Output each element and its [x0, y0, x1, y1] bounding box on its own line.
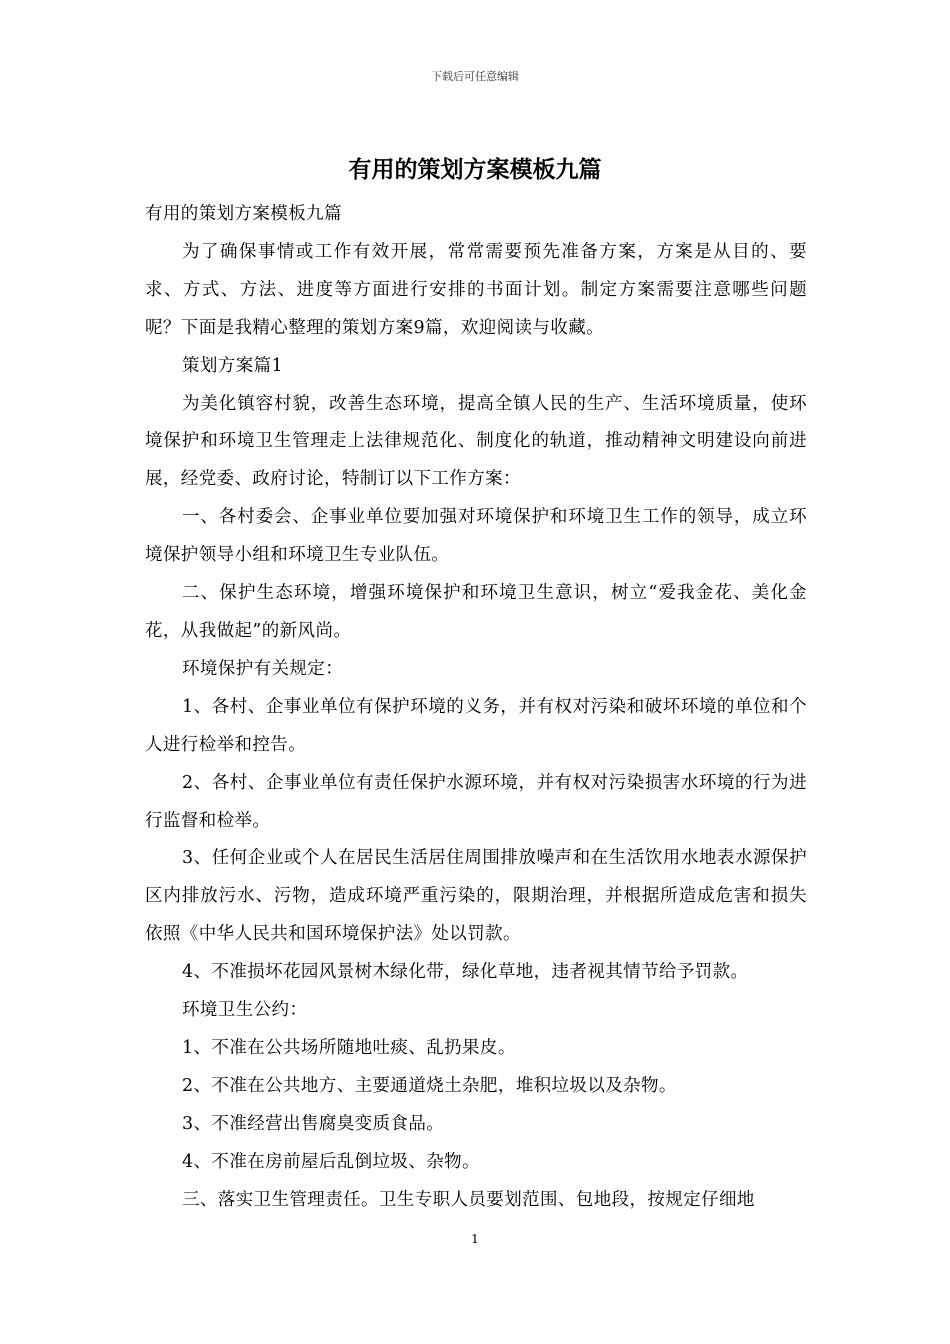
list-item: 3、不准经营出售腐臭变质食品。: [182, 1113, 445, 1134]
paragraph: 三、落实卫生管理责任。卫生专职人员要划范围、包地段，按规定仔细地: [182, 1189, 755, 1210]
list-item: 3、任何企业或个人在居民生活居住周围排放噪声和在生活饮用水地表水源保护区内排放污水、污物，造成环境严重污染的，限期治理，并根据所造成危害和损失依照《中华人民共和国环境保护法》处以罚款。: [145, 848, 807, 945]
document-body: [145, 196, 807, 1219]
list-item: 2、不准在公共地方、主要通道烧土杂肥，堆积垃圾以及杂物。: [182, 1075, 677, 1096]
paragraph: 一、各村委会、企事业单位要加强对环境保护和环境卫生工作的领导，成立环境保护领导小组和环境卫生专业队伍。: [145, 507, 807, 566]
list-item: 4、不准损坏花园风景树木绿化带，绿化草地，违者视其情节给予罚款。: [182, 962, 749, 983]
paragraph: 为美化镇容村貌，改善生态环境，提高全镇人民的生产、生活环境质量，使环境保护和环境卫生管理走上法律规范化、制度化的轨道，推动精神文明建设向前进展，经党委、政府讨论，特制订以下工作方案：: [145, 393, 807, 490]
paragraph-subtitle: 有用的策划方案模板九篇: [145, 204, 342, 224]
list-item: 1、各村、企事业单位有保护环境的义务，并有权对污染和破坏环境的单位和个人进行检举和控告。: [145, 696, 807, 755]
list-item: 2、各村、企事业单位有责任保护水源环境，并有权对污染损害水环境的行为进行监督和检举。: [145, 772, 807, 831]
paragraph-intro: 为了确保事情或工作有效开展，常常需要预先准备方案，方案是从目的、要求、方式、方法、进度等方面进行安排的书面计划。制定方案需要注意哪些问题呢？下面是我精心整理的策划方案9篇，欢迎阅读与收藏。: [145, 241, 807, 338]
page-number: 1: [471, 1232, 479, 1246]
page-header-note: 下载后可任意编辑: [431, 70, 519, 83]
paragraph-subheading: 环境保护有关规定：: [182, 658, 344, 679]
document-title: 有用的策划方案模板九篇: [348, 157, 602, 183]
list-item: 1、不准在公共场所随地吐痰、乱扔果皮。: [182, 1037, 516, 1058]
list-item: 4、不准在房前屋后乱倒垃圾、杂物。: [182, 1151, 480, 1172]
paragraph: 二、保护生态环境，增强环境保护和环境卫生意识，树立“爱我金花、美化金花，从我做起”的新风尚。: [145, 583, 807, 641]
paragraph-section-heading: 策划方案篇1: [182, 355, 284, 376]
paragraph-subheading: 环境卫生公约：: [182, 1000, 308, 1021]
